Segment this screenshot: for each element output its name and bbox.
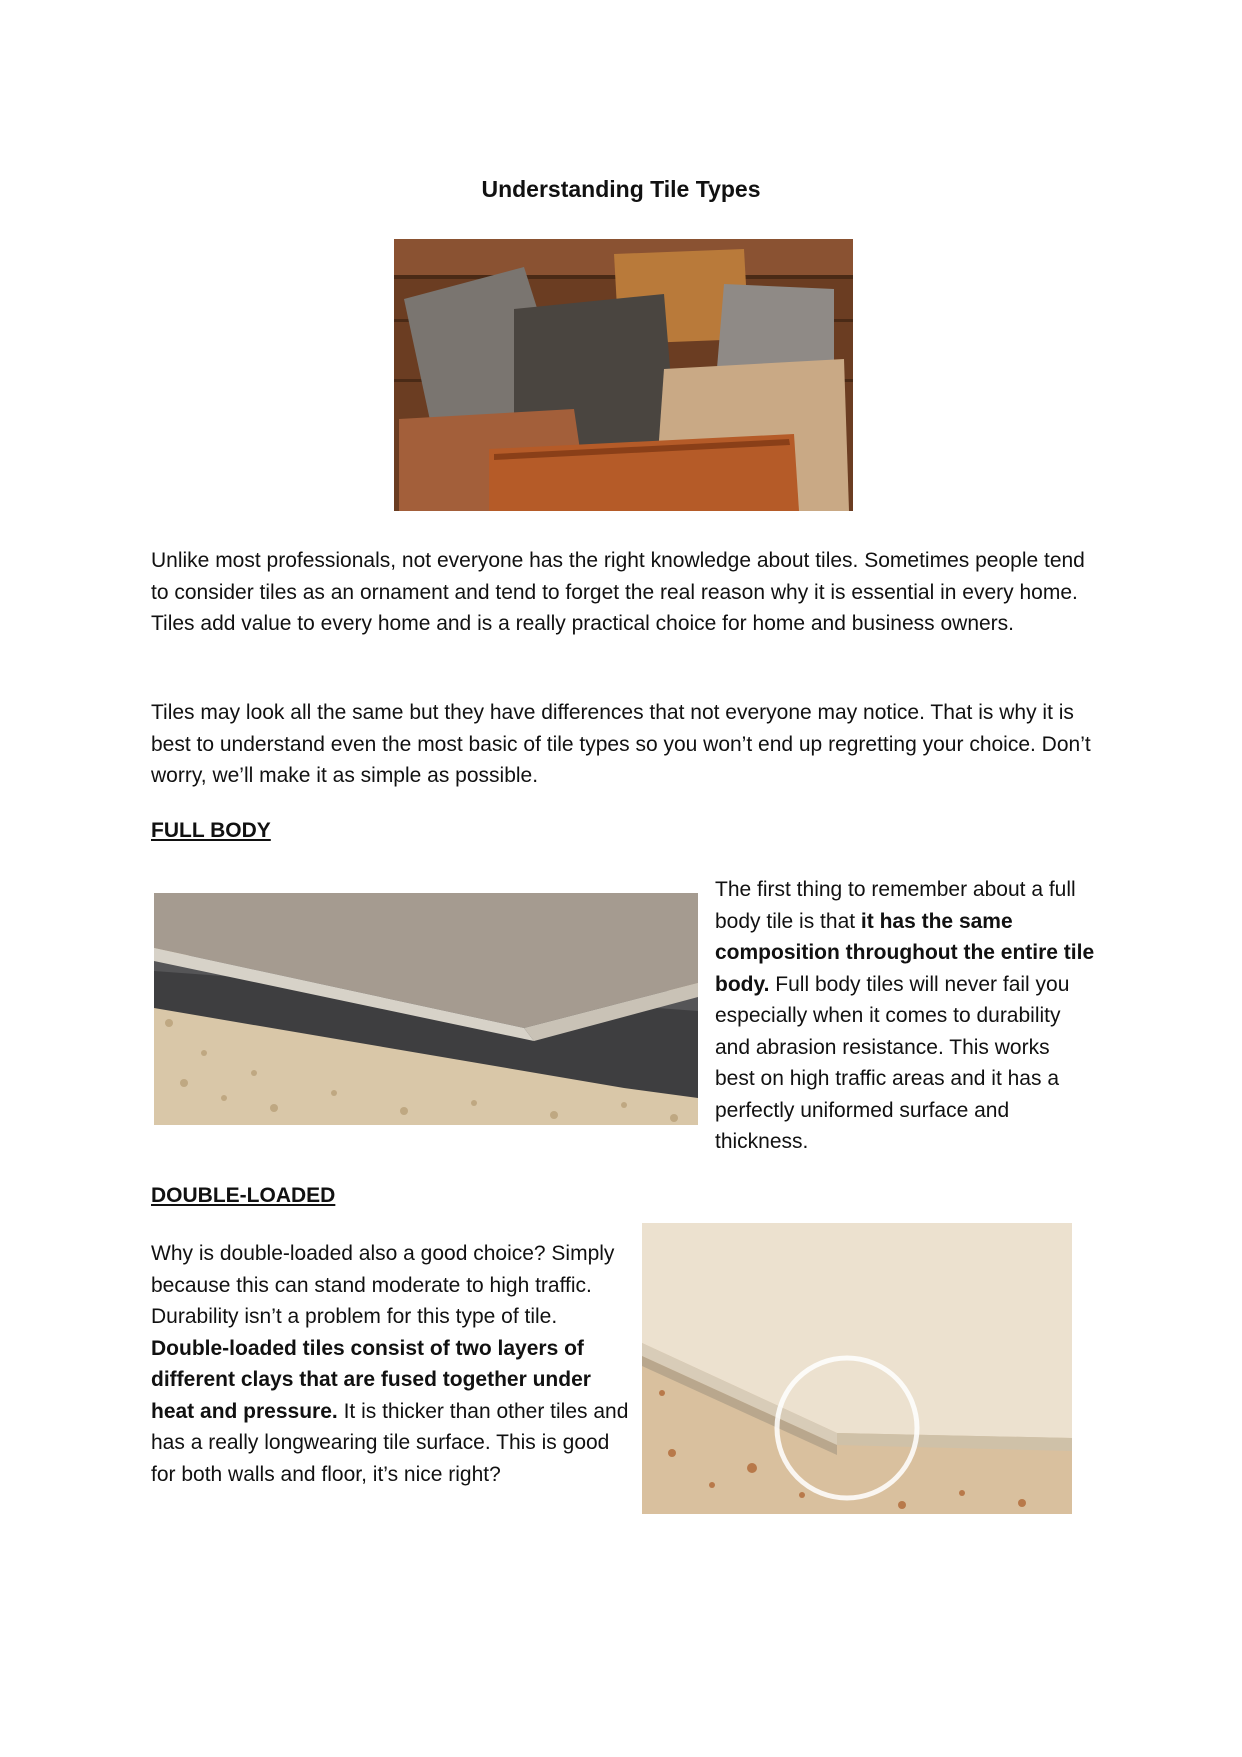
full-body-description	[715, 874, 1095, 1158]
full-body-text-rest: Full body tiles will never fail you especially when it comes to durability and abrasion resistance. This works best on high traffic areas and it has a perfectly uniformed surface and thickness.	[715, 972, 1070, 1153]
double-loaded-description	[151, 1238, 636, 1490]
intro-paragraph-1: Unlike most professionals, not everyone has the right knowledge about tiles. Sometimes people tend to consider tiles as an ornament and tend to forget the real reason why it is essential in every home. Tiles add value to every home and is a really practical choice for home and business owners.	[151, 549, 1085, 635]
full-body-text-bold: it has the same composition throughout the entire tile body.	[715, 909, 1095, 996]
double-loaded-heading: DOUBLE-LOADED	[151, 1184, 336, 1207]
full-body-text-intro: The first thing to remember about a full body tile is that	[715, 878, 1076, 933]
page-title: Understanding Tile Types	[481, 176, 761, 202]
double-loaded-text-rest: It is thicker than other tiles and has a really longwearing tile surface. This is good for both walls and floor, it’s nice right?	[151, 1399, 629, 1486]
double-loaded-tile-image	[642, 1223, 1072, 1514]
double-loaded-text-intro: Why is double-loaded also a good choice? Simply because this can stand moderate to high traffic. Durability isn’t a problem for this type of tile.	[151, 1242, 615, 1328]
double-loaded-text-bold: Double-loaded tiles consist of two layers of different clays that are fused together under heat and pressure.	[151, 1336, 591, 1423]
hero-tile-samples-image	[394, 239, 853, 511]
full-body-heading: FULL BODY	[151, 819, 271, 842]
intro-paragraph-2: Tiles may look all the same but they have differences that not everyone may notice. That is why it is best to understand even the most basic of tile types so you won’t end up regretting your choice. Don’t worry, we’ll make it as simple as possible.	[151, 701, 1091, 787]
full-body-tile-image	[154, 893, 698, 1125]
